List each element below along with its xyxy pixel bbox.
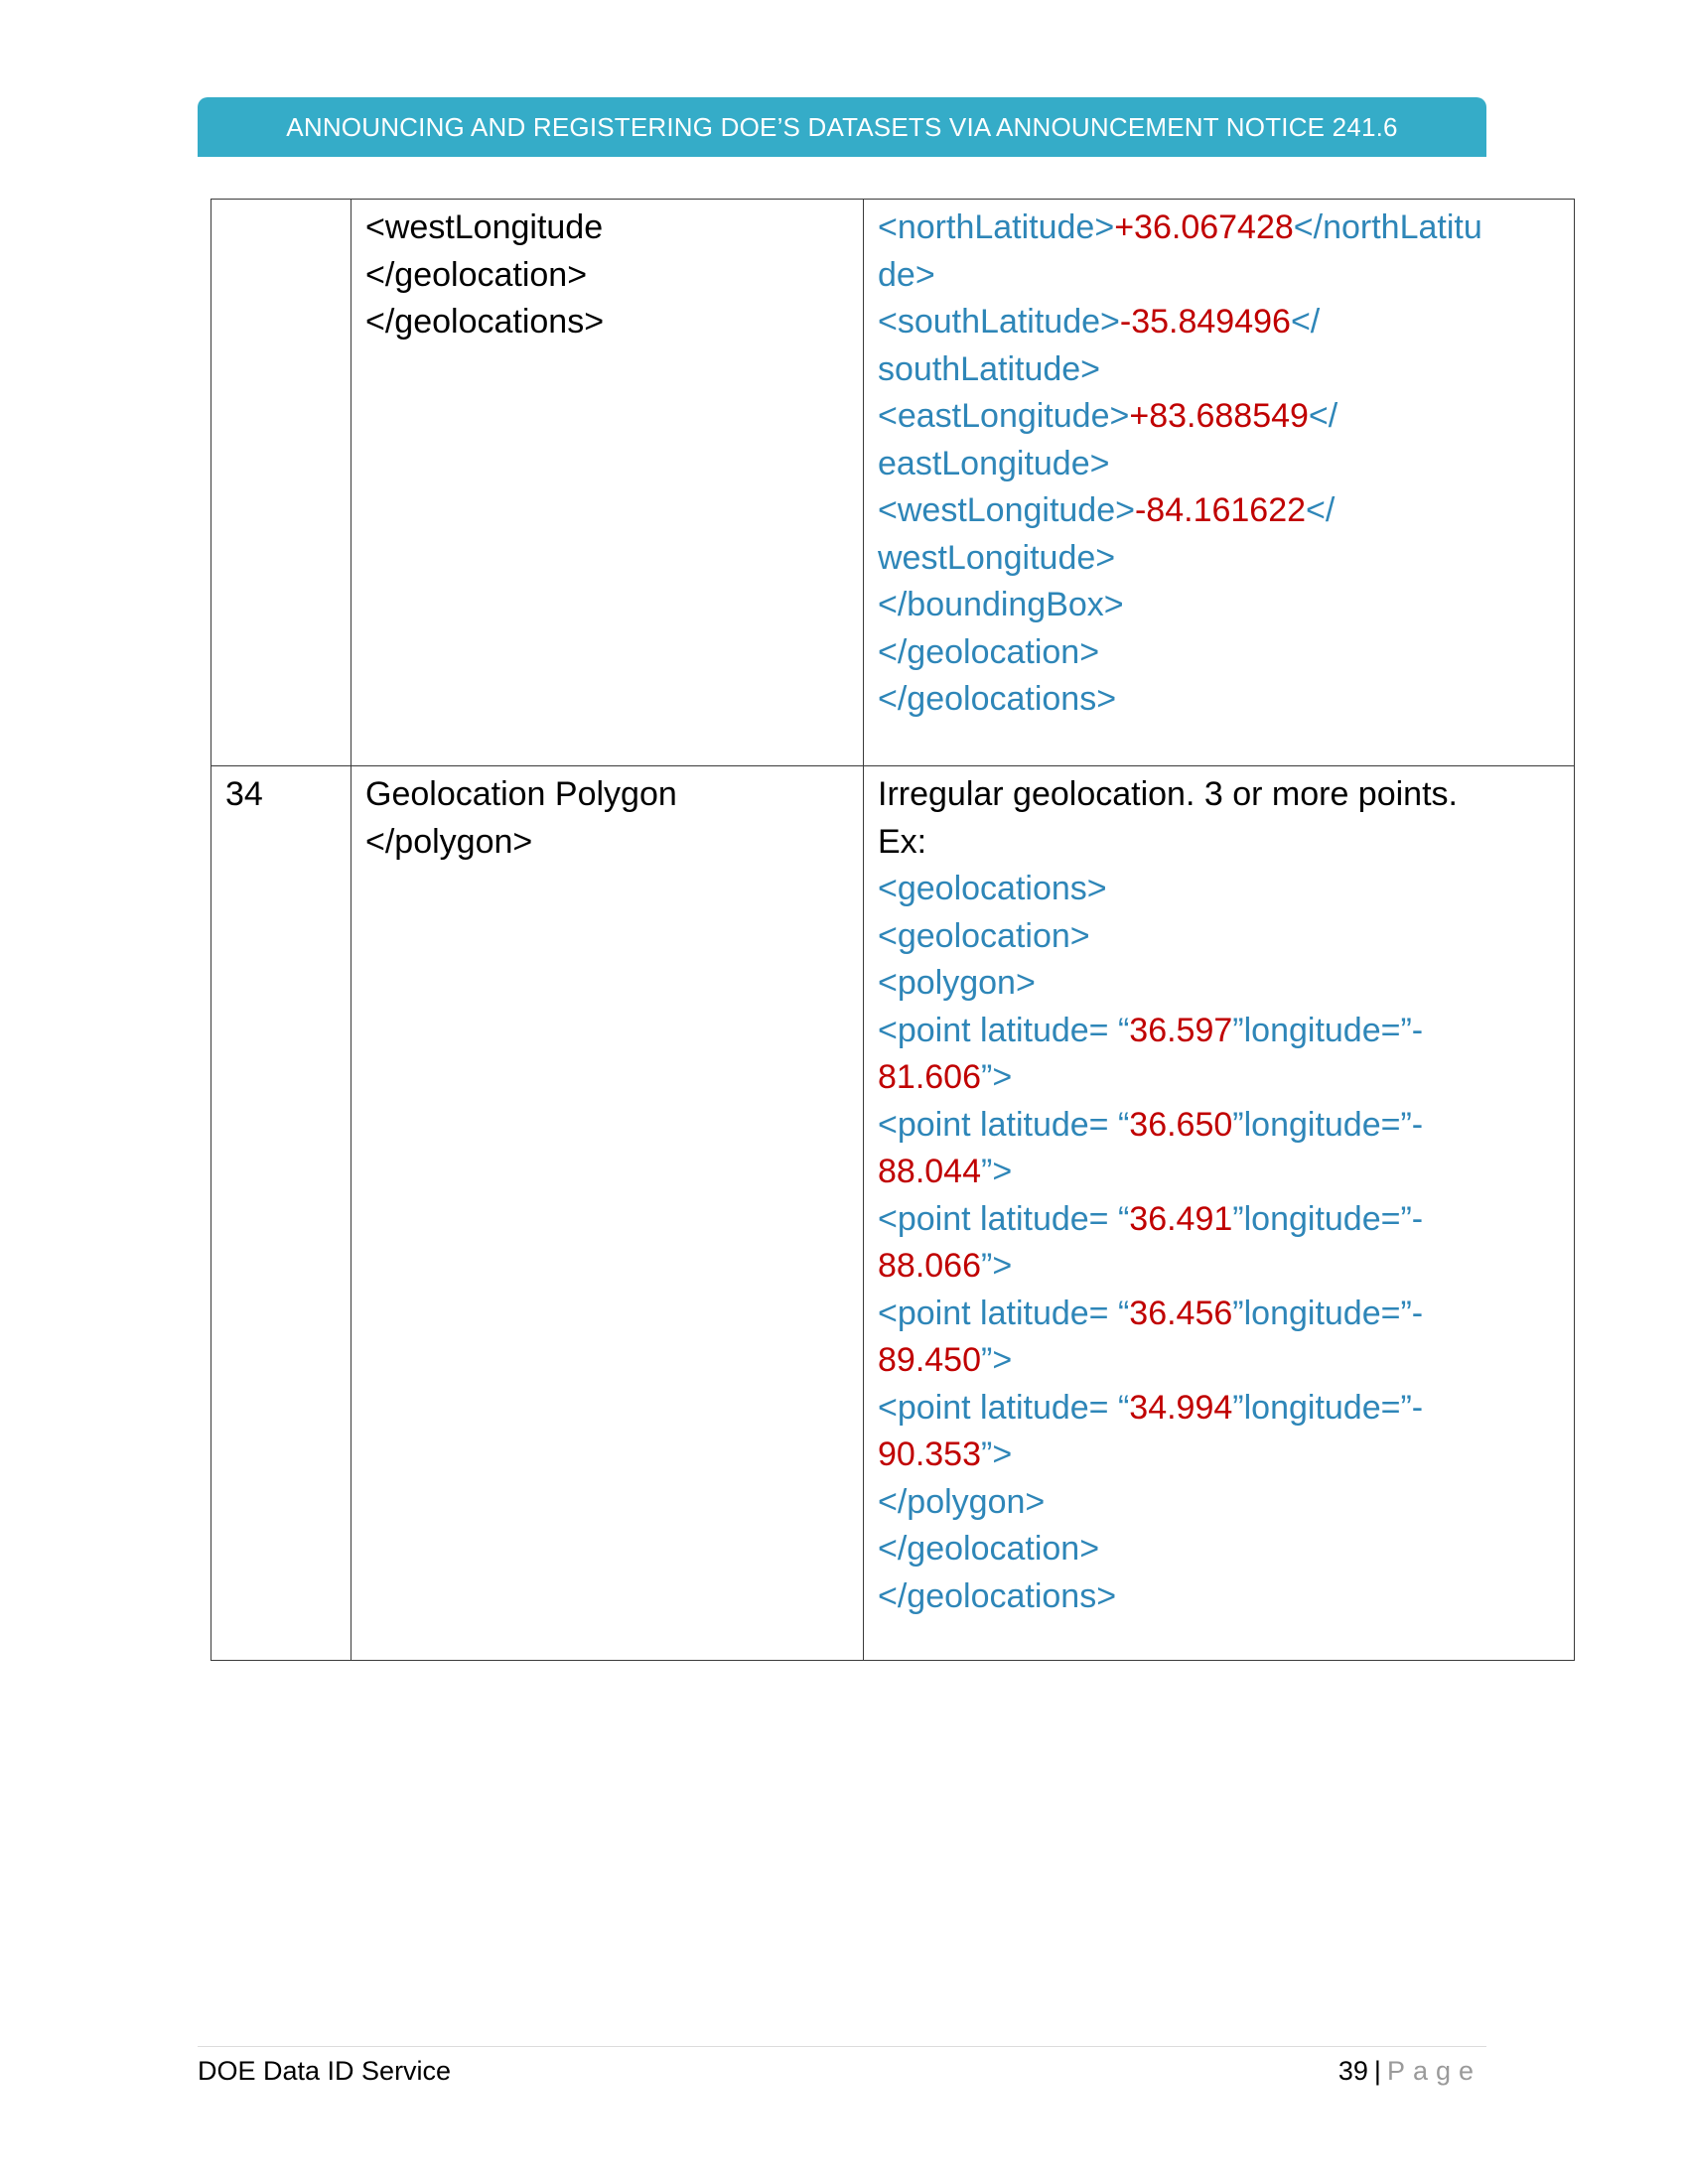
- element-line: </polygon>: [365, 822, 533, 861]
- code-tag: ”longitude=”-: [1232, 1199, 1424, 1238]
- code-value: -84.161622: [1134, 491, 1307, 529]
- code-tag: <point latitude= “: [878, 1105, 1130, 1144]
- code-tag: ”longitude=”-: [1232, 1388, 1424, 1427]
- description-line: [878, 393, 1560, 441]
- code-tag: ”>: [981, 1153, 1013, 1190]
- code-tag: <point latitude= “: [878, 1388, 1130, 1427]
- description-line: [878, 1008, 1560, 1055]
- description-line: [878, 960, 1560, 1008]
- code-tag: <northLatitude>: [878, 208, 1115, 246]
- description-line: [878, 1102, 1560, 1150]
- description-line: [878, 1385, 1560, 1433]
- code-value: 90.353: [878, 1435, 981, 1473]
- description-line: [878, 299, 1560, 346]
- code-tag: <point latitude= “: [878, 1294, 1130, 1332]
- code-tag: westLongitude>: [878, 538, 1116, 577]
- code-tag: ”>: [981, 1247, 1013, 1285]
- description-line: [878, 1526, 1560, 1573]
- code-tag: ”>: [981, 1058, 1013, 1096]
- description-line: [878, 1479, 1560, 1527]
- code-tag: eastLongitude>: [878, 444, 1110, 482]
- footer-divider: [198, 2046, 1486, 2047]
- description-line: [878, 771, 1560, 819]
- code-tag: ”>: [981, 1435, 1013, 1473]
- footer-document-title: DOE Data ID Service: [198, 2056, 452, 2086]
- element-line: </geolocations>: [365, 303, 605, 341]
- footer-page-info: [1338, 2051, 1481, 2091]
- code-tag: </: [1308, 397, 1338, 435]
- description-line: [878, 205, 1560, 252]
- element-cell: [352, 766, 864, 1661]
- description-line: [878, 1054, 1560, 1102]
- code-tag: <southLatitude>: [878, 303, 1120, 341]
- table-row: [211, 200, 1575, 766]
- code-tag: <point latitude= “: [878, 1011, 1130, 1049]
- description-text: Irregular geolocation. 3 or more points.: [878, 775, 1458, 813]
- code-value: 81.606: [878, 1058, 981, 1096]
- description-text: Ex:: [878, 822, 927, 861]
- description-line: [878, 582, 1560, 629]
- code-value: 34.994: [1129, 1388, 1233, 1427]
- description-line: [878, 1432, 1560, 1479]
- description-line: [878, 1196, 1560, 1244]
- page-label: Page: [1386, 2056, 1481, 2086]
- description-line: [878, 819, 1560, 867]
- code-tag: <geolocation>: [878, 916, 1090, 955]
- description-line: [878, 1337, 1560, 1385]
- row-number-cell: [211, 200, 352, 766]
- code-value: 36.491: [1129, 1199, 1233, 1238]
- description-line: [878, 1291, 1560, 1338]
- code-tag: <point latitude= “: [878, 1199, 1130, 1238]
- code-value: 88.066: [878, 1247, 981, 1285]
- code-tag: </: [1290, 303, 1321, 341]
- code-tag: </polygon>: [878, 1482, 1046, 1521]
- element-line: <westLongitude: [365, 208, 604, 246]
- description-line: [878, 1573, 1560, 1621]
- page-number: 39: [1337, 2056, 1368, 2086]
- code-value: +36.067428: [1114, 208, 1294, 246]
- code-tag: ”longitude=”-: [1232, 1011, 1424, 1049]
- description-line: [878, 629, 1560, 677]
- code-tag: southLatitude>: [878, 349, 1101, 388]
- code-tag: </geolocation>: [878, 1530, 1100, 1568]
- description-line: [878, 913, 1560, 961]
- description-line: [878, 866, 1560, 913]
- code-tag: </geolocation>: [878, 632, 1100, 671]
- code-tag: ”longitude=”-: [1232, 1105, 1424, 1144]
- description-line: [878, 487, 1560, 535]
- code-tag: ”longitude=”-: [1232, 1294, 1424, 1332]
- description-line: [878, 1149, 1560, 1196]
- code-value: 36.456: [1129, 1294, 1233, 1332]
- code-value: 36.597: [1129, 1011, 1233, 1049]
- table-row: [211, 766, 1575, 1661]
- code-tag: <eastLongitude>: [878, 397, 1130, 435]
- code-tag: </geolocations>: [878, 680, 1117, 718]
- code-tag: de>: [878, 255, 935, 294]
- description-line: [878, 441, 1560, 488]
- code-tag: <polygon>: [878, 964, 1036, 1002]
- code-value: 89.450: [878, 1341, 981, 1379]
- description-line: [878, 346, 1560, 394]
- code-tag: ”>: [981, 1341, 1013, 1379]
- code-value: 88.044: [878, 1153, 981, 1190]
- description-line: [878, 1243, 1560, 1291]
- code-value: -35.849496: [1119, 303, 1291, 341]
- description-line: [878, 535, 1560, 583]
- code-value: 36.650: [1129, 1105, 1233, 1144]
- element-line: Geolocation Polygon: [365, 775, 677, 813]
- description-cell: [864, 766, 1575, 1661]
- description-line: [878, 676, 1560, 724]
- element-cell: [352, 200, 864, 766]
- code-tag: <geolocations>: [878, 870, 1107, 907]
- element-line: </geolocation>: [365, 255, 588, 294]
- code-value: +83.688549: [1129, 397, 1309, 435]
- page-header-banner: ANNOUNCING AND REGISTERING DOE’S DATASETS VIA ANNOUNCEMENT NOTICE 241.6: [198, 97, 1486, 157]
- description-line: [878, 252, 1560, 300]
- metadata-table: [211, 199, 1575, 1661]
- code-tag: </northLatitu: [1293, 208, 1482, 246]
- description-cell: [864, 200, 1575, 766]
- code-tag: </geolocations>: [878, 1576, 1117, 1615]
- code-tag: </: [1306, 491, 1336, 529]
- code-tag: </boundingBox>: [878, 586, 1124, 623]
- page-separator: |: [1373, 2056, 1381, 2086]
- row-number-cell: 34: [211, 766, 352, 1661]
- code-tag: <westLongitude>: [878, 491, 1135, 529]
